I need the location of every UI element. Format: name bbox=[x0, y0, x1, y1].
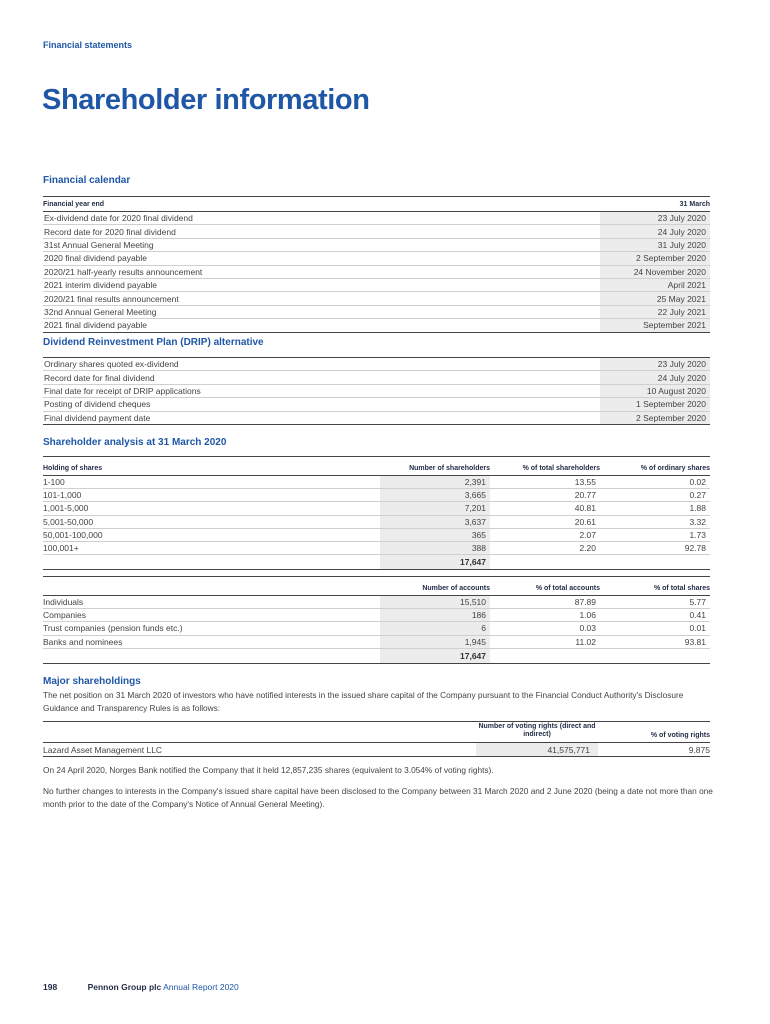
row-value: 25 May 2021 bbox=[600, 292, 710, 304]
cell: 2.07 bbox=[579, 529, 596, 540]
cell: Companies bbox=[43, 610, 86, 621]
row-label: 2020/21 final results announcement bbox=[44, 293, 179, 304]
cell: Trust companies (pension funds etc.) bbox=[43, 623, 183, 634]
cell: 365 bbox=[380, 529, 490, 541]
total-shareholders: 17,647 bbox=[380, 555, 490, 569]
drip-rows bbox=[43, 357, 710, 425]
row-value: 24 July 2020 bbox=[600, 371, 710, 383]
col-header: % of voting rights bbox=[650, 732, 710, 739]
table-row bbox=[43, 306, 710, 319]
voting-pct: 9.875 bbox=[688, 744, 710, 755]
table-row bbox=[43, 489, 710, 502]
row-label: 2020 final dividend payable bbox=[44, 253, 148, 264]
row-value: 23 July 2020 bbox=[600, 212, 710, 224]
col-header: % of total accounts bbox=[535, 585, 600, 592]
drip-heading: Dividend Reinvestment Plan (DRIP) alternative bbox=[43, 337, 264, 348]
table-row bbox=[43, 743, 710, 757]
cell: 1,001-5,000 bbox=[43, 503, 89, 514]
major-shareholdings-table bbox=[43, 721, 710, 757]
cell: 0.27 bbox=[689, 490, 706, 501]
cell: 5,001-50,000 bbox=[43, 516, 94, 527]
cell: 20.61 bbox=[574, 516, 596, 527]
cell: 93.81 bbox=[684, 636, 706, 647]
cell: Banks and nominees bbox=[43, 636, 123, 647]
table-row bbox=[43, 398, 710, 411]
cell: 7,201 bbox=[380, 502, 490, 514]
table-row bbox=[43, 529, 710, 542]
table-row bbox=[43, 502, 710, 515]
cell: 1.88 bbox=[689, 503, 706, 514]
row-value: 2 September 2020 bbox=[600, 412, 710, 424]
cell: 0.01 bbox=[689, 623, 706, 634]
total-row bbox=[43, 555, 710, 570]
financial-year-end-label: Financial year end bbox=[43, 200, 105, 208]
row-value: 24 July 2020 bbox=[600, 225, 710, 237]
col-header: % of total shareholders bbox=[522, 465, 600, 472]
col-header: Number of shareholders bbox=[409, 465, 490, 472]
drip-table bbox=[43, 357, 710, 425]
table-row bbox=[43, 596, 710, 609]
accounts-table-header bbox=[43, 576, 710, 596]
cell: 2.20 bbox=[579, 543, 596, 554]
row-label: 31st Annual General Meeting bbox=[44, 239, 154, 250]
table-row bbox=[43, 516, 710, 529]
cell: 0.03 bbox=[579, 623, 596, 634]
cell: 87.89 bbox=[574, 597, 596, 608]
table-row bbox=[43, 636, 710, 649]
row-label: 2021 final dividend payable bbox=[44, 320, 148, 331]
financial-calendar-table bbox=[43, 196, 710, 333]
major-shareholdings-intro: The net position on 31 March 2020 of investors who have notified interests in the issued share capital of the Company pursuant to the Financial Conduct Authority's Disclosure Guidance and Transparency Rules is as follows: bbox=[43, 690, 684, 713]
col-header: Number of voting rights (direct and indirect) bbox=[478, 723, 596, 738]
cell: 1-100 bbox=[43, 477, 65, 488]
col-header: % of total shares bbox=[653, 585, 710, 592]
report-name: Annual Report 2020 bbox=[163, 982, 239, 992]
voting-rights: 41,575,771 bbox=[476, 743, 598, 756]
holding-table-header bbox=[43, 456, 710, 476]
section-eyebrow: Financial statements bbox=[43, 40, 133, 50]
cell: 100,001+ bbox=[43, 543, 79, 554]
cell: 186 bbox=[380, 609, 490, 621]
table-row bbox=[43, 225, 710, 238]
cell: 0.02 bbox=[689, 477, 706, 488]
row-value: April 2021 bbox=[600, 279, 710, 291]
page-title: Shareholder information bbox=[42, 84, 370, 116]
row-label: 2020/21 half-yearly results announcement bbox=[44, 266, 203, 277]
row-label: Record date for final dividend bbox=[44, 372, 155, 383]
row-label: Ordinary shares quoted ex-dividend bbox=[44, 359, 179, 370]
table-row bbox=[43, 385, 710, 398]
table-row bbox=[43, 358, 710, 371]
row-label: 32nd Annual General Meeting bbox=[44, 306, 157, 317]
row-value: 23 July 2020 bbox=[600, 358, 710, 370]
cell: 1,945 bbox=[380, 636, 490, 648]
shareholder-name: Lazard Asset Management LLC bbox=[43, 744, 163, 755]
row-value: 2 September 2020 bbox=[600, 252, 710, 264]
accounts-table bbox=[43, 576, 710, 664]
cell: 6 bbox=[380, 622, 490, 634]
row-value: 22 July 2021 bbox=[600, 306, 710, 318]
row-label: 2021 interim dividend payable bbox=[44, 280, 157, 291]
cell: 40.81 bbox=[574, 503, 596, 514]
page-footer bbox=[43, 982, 239, 992]
row-value: 10 August 2020 bbox=[600, 385, 710, 397]
cell: Individuals bbox=[43, 597, 84, 608]
cell: 3.32 bbox=[689, 516, 706, 527]
table-row bbox=[43, 239, 710, 252]
row-value: 31 July 2020 bbox=[600, 239, 710, 251]
shareholder-analysis-heading: Shareholder analysis at 31 March 2020 bbox=[43, 437, 227, 448]
col-header: % of ordinary shares bbox=[640, 465, 710, 472]
table-row bbox=[43, 412, 710, 425]
row-label: Ex-dividend date for 2020 final dividend bbox=[44, 213, 193, 224]
cell: 3,637 bbox=[380, 516, 490, 528]
major-table-header bbox=[43, 721, 710, 743]
total-row bbox=[43, 649, 710, 664]
table-row bbox=[43, 292, 710, 305]
table-row bbox=[43, 252, 710, 265]
cell: 92.78 bbox=[684, 543, 706, 554]
total-accounts: 17,647 bbox=[380, 649, 490, 663]
row-label: Final dividend payment date bbox=[44, 412, 151, 423]
cell: 1.06 bbox=[579, 610, 596, 621]
cell: 0.41 bbox=[689, 610, 706, 621]
row-value: 1 September 2020 bbox=[600, 398, 710, 410]
cell: 13.55 bbox=[574, 477, 596, 488]
table-row bbox=[43, 279, 710, 292]
row-label: Posting of dividend cheques bbox=[44, 399, 151, 410]
norges-note: On 24 April 2020, Norges Bank notified the Company that it held 12,857,235 shares (equivalent to 3.054% of voting rights). bbox=[43, 765, 494, 775]
row-value: 24 November 2020 bbox=[600, 266, 710, 278]
row-value: September 2021 bbox=[600, 319, 710, 331]
table-row bbox=[43, 476, 710, 489]
cell: 50,001-100,000 bbox=[43, 529, 103, 540]
table-row bbox=[43, 371, 710, 384]
cell: 20.77 bbox=[574, 490, 596, 501]
no-further-changes-note: No further changes to interests in the Company's issued share capital have been disclosed to the Company between 31 March 2020 and 2 June 2020 (being a date not more than one month prior to the date of the Company's Notice of Annual General Meeting). bbox=[43, 786, 713, 809]
table-row bbox=[43, 319, 710, 332]
page-number: 198 bbox=[43, 982, 58, 992]
table-row bbox=[43, 542, 710, 555]
financial-calendar-heading: Financial calendar bbox=[43, 175, 131, 186]
cell: 11.02 bbox=[575, 636, 596, 647]
table-row bbox=[43, 609, 710, 622]
table-row bbox=[43, 622, 710, 635]
cell: 15,510 bbox=[380, 596, 490, 608]
table-row bbox=[43, 212, 710, 225]
col-header: Holding of shares bbox=[43, 465, 103, 472]
financial-calendar-header-row bbox=[43, 196, 710, 212]
year-end-date: 31 March bbox=[679, 200, 710, 208]
major-shareholdings-heading: Major shareholdings bbox=[43, 676, 141, 687]
table-row bbox=[43, 266, 710, 279]
cell: 5.77 bbox=[689, 597, 706, 608]
col-header: Number of accounts bbox=[422, 585, 490, 592]
financial-calendar-rows bbox=[43, 212, 710, 333]
cell: 3,665 bbox=[380, 489, 490, 501]
cell: 101-1,000 bbox=[43, 490, 82, 501]
row-label: Final date for receipt of DRIP applications bbox=[44, 385, 201, 396]
company-name: Pennon Group plc bbox=[87, 982, 162, 992]
cell: 388 bbox=[380, 542, 490, 554]
row-label: Record date for 2020 final dividend bbox=[44, 226, 176, 237]
cell: 2,391 bbox=[380, 476, 490, 488]
holding-table bbox=[43, 456, 710, 570]
cell: 1.73 bbox=[689, 529, 706, 540]
